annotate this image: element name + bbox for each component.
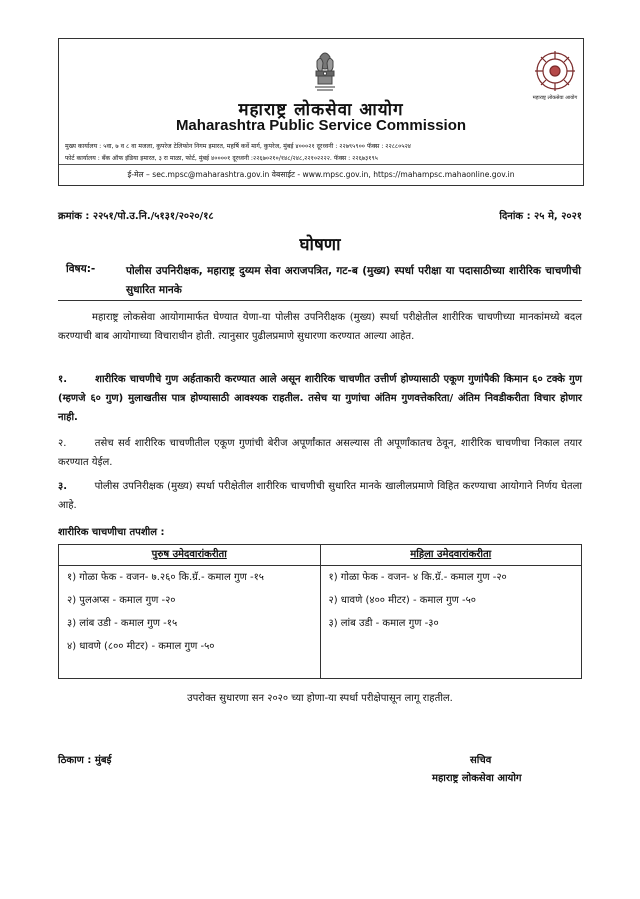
reference-date: दिनांक : २५ मे, २०२१ [499, 211, 582, 222]
point-2 [58, 434, 582, 472]
commission-logo-icon [533, 49, 577, 93]
point-3 [58, 477, 582, 515]
male-criterion: ४) धावणे (८०० मीटर) - कमाल गुण -५० [67, 641, 215, 652]
male-criterion: १) गोळा फेक - वजन- ७.२६० कि.ग्रॅ.- कमाल गुण -१५ [67, 572, 265, 583]
org-name-marathi: महाराष्ट्र लोकसेवा आयोग [238, 100, 404, 120]
letterhead-divider [59, 164, 583, 165]
female-criterion: १) गोळा फेक - वजन- ४ कि.ग्रॅ.- कमाल गुण -२० [328, 572, 507, 583]
reference-number: क्रमांक : २२५१/पो.उ.नि./५१३१/२०२०/१८ [58, 211, 214, 222]
main-office-address: मुख्य कार्यालय : ५वा, ७ व ८ वा मजला, कुपरेज टेलिफोन निगम इमारत, महर्षि कर्वे मार्ग, कुपरेज, मुंबई ४०००२१ दूरध्वनी : २२७९५९०० फॅक्स : २२८८०५२४ [65, 143, 412, 150]
point-1-text: शारीरिक चाचणीचे गुण अर्हताकारी करण्यात आले असून शारीरिक चाचणीत उत्तीर्ण होण्यासाठी एकूण गुणांपैकी किमान ६० टक्के गुण (म्हणजे ६० गुण) मुलाखतीस पात्र होण्यासाठी आवश्यक राहतील. तसेच या गुणांचा अंतिम गुणवत्तेकरिता/ अंतिम निवडीकरीता विचार होणार नाही. [58, 374, 582, 423]
subject-label: विषय:- [66, 263, 96, 275]
point-3-number: ३. [58, 481, 67, 492]
female-criteria-cell [320, 566, 582, 679]
subject-divider [58, 300, 582, 301]
signatory-title: सचिव [470, 755, 492, 766]
fort-office-address: फोर्ट कार्यालय : बँक ऑफ इंडिया इमारत, ३ रा माळा, फोर्ट, मुंबई ४००००१ दूरध्वनी :२२६७०२१०/१४८/२४८,२२१०२२२२. फॅक्स : २२६७३१९५ [65, 155, 378, 162]
table-label: शारीरिक चाचणीचा तपशील : [58, 527, 165, 538]
female-criterion: ३) लांब उडी - कमाल गुण -३० [328, 618, 439, 629]
female-header: महिला उमेदवारांकरीता [320, 545, 582, 566]
male-criteria-cell [59, 566, 321, 679]
org-name-english: Maharashtra Public Service Commission [175, 117, 467, 134]
point-1 [58, 370, 582, 427]
point-2-text: तसेच सर्व शारीरिक चाचणीतील एकूण गुणांची बेरीज अपूर्णांकात असल्यास ती अपूर्णांकातच ठेवून, शारीरिक चाचणीचा निकाल तयार करण्यात येईल. [58, 438, 582, 468]
intro-paragraph: महाराष्ट्र लोकसेवा आयोगामार्फत घेण्यात येणा-या पोलीस उपनिरीक्षक (मुख्य) स्पर्धा परीक्षेतील शारीरिक चाचणीच्या मानकांमध्ये बदल करण्याची बाब आयोगाच्या विचाराधीन होती. त्यानुसार पुढीलप्रमाणे सुधारणा करण्यात आल्या आहेत. [58, 312, 582, 342]
physical-test-table [58, 544, 582, 679]
point-3-text: पोलीस उपनिरीक्षक (मुख्य) स्पर्धा परीक्षेतील शारीरिक चाचणीची सुधारित मानके खालीलप्रमाणे विहित करण्याचा आयोगाने निर्णय घेतला आहे. [58, 481, 582, 511]
logo-caption: महाराष्ट्र लोकसेवा आयोग [532, 95, 578, 101]
document-heading: घोषणा [299, 235, 341, 255]
applicability-note: उपरोक्त सुधारणा सन २०२० च्या होणा-या स्पर्धा परीक्षेपासून लागू राहतील. [187, 693, 453, 704]
contact-line: ई-मेल – sec.mpsc@maharashtra.gov.in वेबसाईट - www.mpsc.gov.in, https://mahampsc.mahaonline.gov.in [127, 170, 515, 179]
male-criterion: ३) लांब उडी - कमाल गुण -१५ [67, 618, 178, 629]
subject-text: पोलीस उपनिरीक्षक, महाराष्ट्र दुय्यम सेवा अराजपत्रित, गट-ब (मुख्य) स्पर्धा परीक्षा या पदासाठीच्या शारीरिक चाचणीची सुधारित मानके [126, 265, 581, 296]
national-emblem-icon [312, 47, 338, 95]
point-1-number: १. [58, 374, 67, 385]
place: ठिकाण : मुंबई [58, 755, 112, 766]
letterhead [58, 38, 584, 186]
signatory-org: महाराष्ट्र लोकसेवा आयोग [432, 773, 522, 784]
male-header: पुरुष उमेदवारांकरीता [59, 545, 321, 566]
point-2-number: २. [58, 438, 67, 449]
female-criterion: २) धावणे (४०० मीटर) - कमाल गुण -५० [328, 595, 476, 606]
male-criterion: २) पुलअप्स - कमाल गुण -२० [67, 595, 176, 606]
